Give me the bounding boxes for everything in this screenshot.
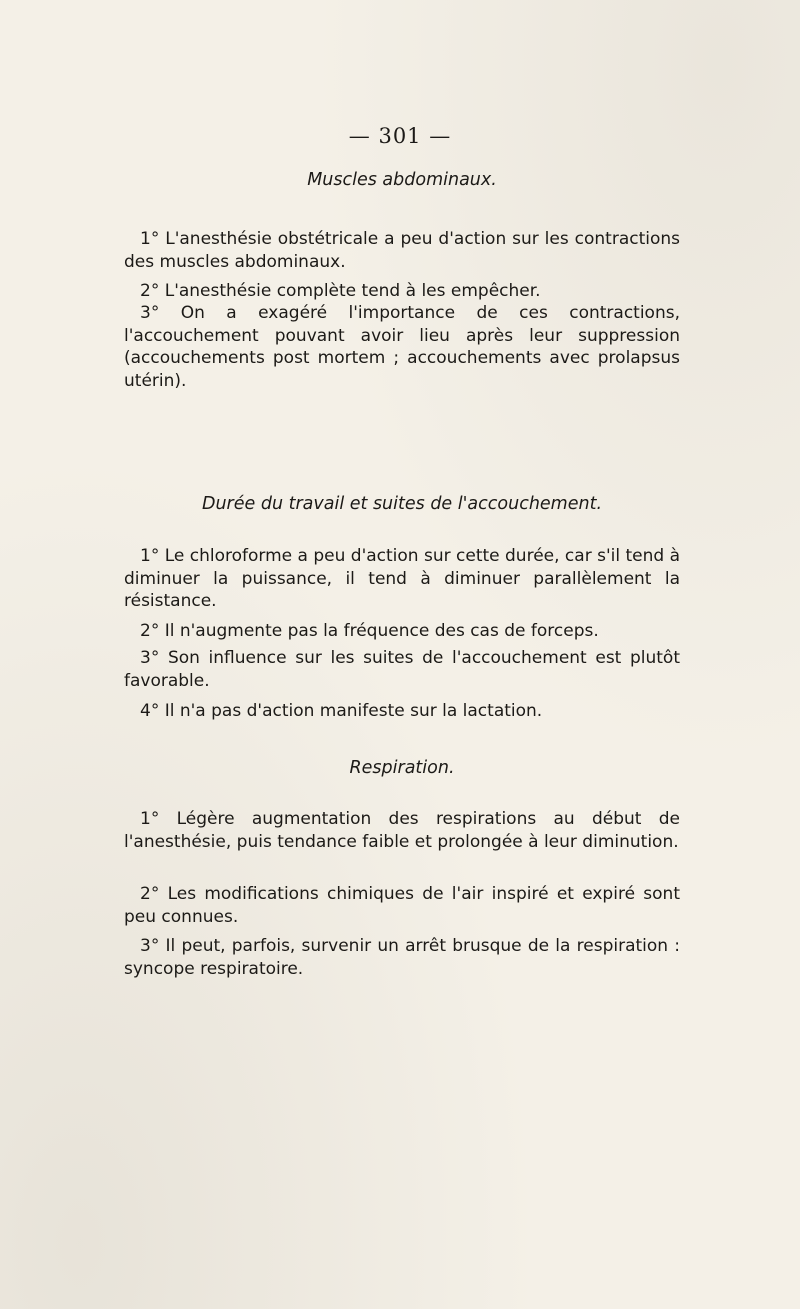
paragraph: 3° Il peut, parfois, survenir un arrêt brusque de la respiration : syncope respiratoire.	[124, 936, 680, 979]
section-heading-muscles: Muscles abdominaux.	[307, 170, 497, 190]
section-heading-respiration: Respiration.	[349, 758, 455, 778]
paragraph: 4° Il n'a pas d'action manifeste sur la lactation.	[140, 701, 543, 721]
paragraph: 3° Son influence sur les suites de l'accouchement est plutôt favorable.	[124, 648, 680, 691]
paragraph: 1° L'anesthésie obstétricale a peu d'action sur les contractions des muscles abdominaux.	[124, 229, 680, 272]
paragraph: 2° L'anesthésie complète tend à les empêcher.	[140, 281, 541, 301]
paragraph: 2° Il n'augmente pas la fréquence des cas de forceps.	[140, 621, 599, 641]
paragraph: 1° Légère augmentation des respirations au début de l'anesthésie, puis tendance faible et prolongée à leur diminution.	[124, 809, 680, 852]
paragraph: 3° On a exagéré l'importance de ces contractions, l'accouchement pouvant avoir lieu après leur suppression (accouchements post mortem ; accouchements avec prolapsus utérin).	[124, 303, 680, 391]
section-heading-duree: Durée du travail et suites de l'accouchement.	[201, 494, 603, 514]
paragraph: 1° Le chloroforme a peu d'action sur cette durée, car s'il tend à diminuer la puissance, il tend à diminuer parallèlement la résistance.	[124, 546, 680, 611]
page-number: — 301 —	[348, 124, 452, 148]
paragraph: 2° Les modifications chimiques de l'air inspiré et expiré sont peu connues.	[124, 884, 680, 927]
